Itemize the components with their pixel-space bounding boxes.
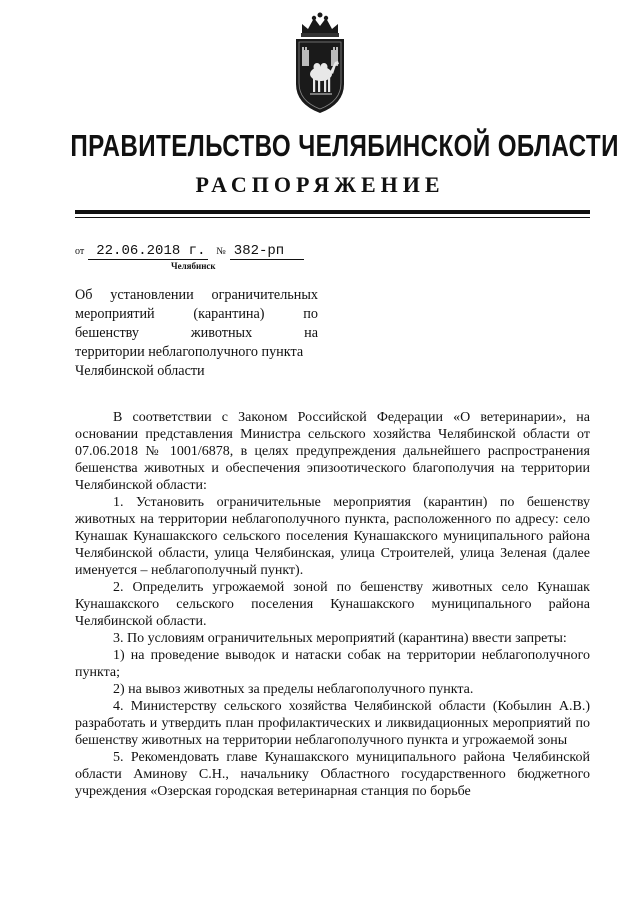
- document-body: [75, 409, 590, 800]
- subject-line: Об установлении ограничительных: [75, 287, 318, 303]
- number-field: [230, 242, 304, 260]
- header-divider-thick: [75, 210, 590, 214]
- body-paragraph-item-3: 3. По условиям ограничительных мероприятий (карантина) ввести запреты:: [113, 631, 567, 646]
- document-date: 22.06.2018 г.: [96, 243, 206, 259]
- body-paragraph-item-4: 4. Министерству сельского хозяйства Челябинской области (Кобылин А.В.) разработать и утвердить план профилактических и ликвидационных мероприятий по бешенству животных на территории неблагополучного пункта и угрожаемой зоны: [75, 699, 590, 748]
- crown-icon: [301, 13, 339, 38]
- date-field: [88, 242, 208, 260]
- body-paragraph-item-5: 5. Рекомендовать главе Кунашакского муниципального района Челябинской области Аминову С.Н., начальнику Областного государственного бюджетного учреждения «Озерская городская ветеринарная станция по борьбе: [75, 750, 590, 799]
- body-paragraph-item-2: 2. Определить угрожаемой зоной по бешенству животных село Кунашак Кунашакского сельского поселения Кунашакского муниципального района Челябинской области.: [75, 580, 590, 629]
- document-subject: [75, 286, 318, 381]
- subject-line: территории неблагополучного пункта: [75, 344, 304, 360]
- subject-line: мероприятий (карантина) по: [75, 306, 318, 322]
- subject-line: бешенству животных на: [75, 325, 318, 341]
- body-paragraph-item-1: 1. Установить ограничительные мероприятия (карантин) по бешенству животных на территории неблагополучного пункта, расположенного по адресу: село Кунашак Кунашакского сельского поселения Кунашакского муниципального района Челябинской области, улица Челябинская, улица Строителей, улица Зеленая (далее именуется – неблагополучный пункт).: [75, 495, 590, 578]
- document-city: Челябинск: [171, 261, 216, 271]
- subject-line: Челябинской области: [75, 363, 205, 379]
- body-paragraph-item-3-2: 2) на вывоз животных за пределы неблагополучного пункта.: [113, 682, 474, 697]
- document-number: 382-рп: [233, 243, 285, 259]
- coat-of-arms-emblem: [288, 12, 352, 116]
- number-sign: №: [216, 246, 226, 257]
- document-date-line: [75, 241, 304, 260]
- body-paragraph-preamble: В соответствии с Законом Российской Федерации «О ветеринарии», на основании представления Министра сельского хозяйства Челябинской области от 07.06.2018 № 1001/6878, в целях предупреждения дальнейшего распространения бешенства животных и обеспечения эпизоотического благополучия на территории Челябинской области:: [75, 410, 590, 493]
- document-type-title: РАСПОРЯЖЕНИЕ: [195, 172, 445, 197]
- date-prefix: от: [75, 246, 85, 257]
- body-paragraph-item-3-1: 1) на проведение выводок и натаски собак на территории неблагополучного пункта;: [75, 648, 590, 680]
- organization-title: ПРАВИТЕЛЬСТВО ЧЕЛЯБИНСКОЙ ОБЛАСТИ: [70, 128, 619, 163]
- header-divider-thin: [75, 217, 590, 218]
